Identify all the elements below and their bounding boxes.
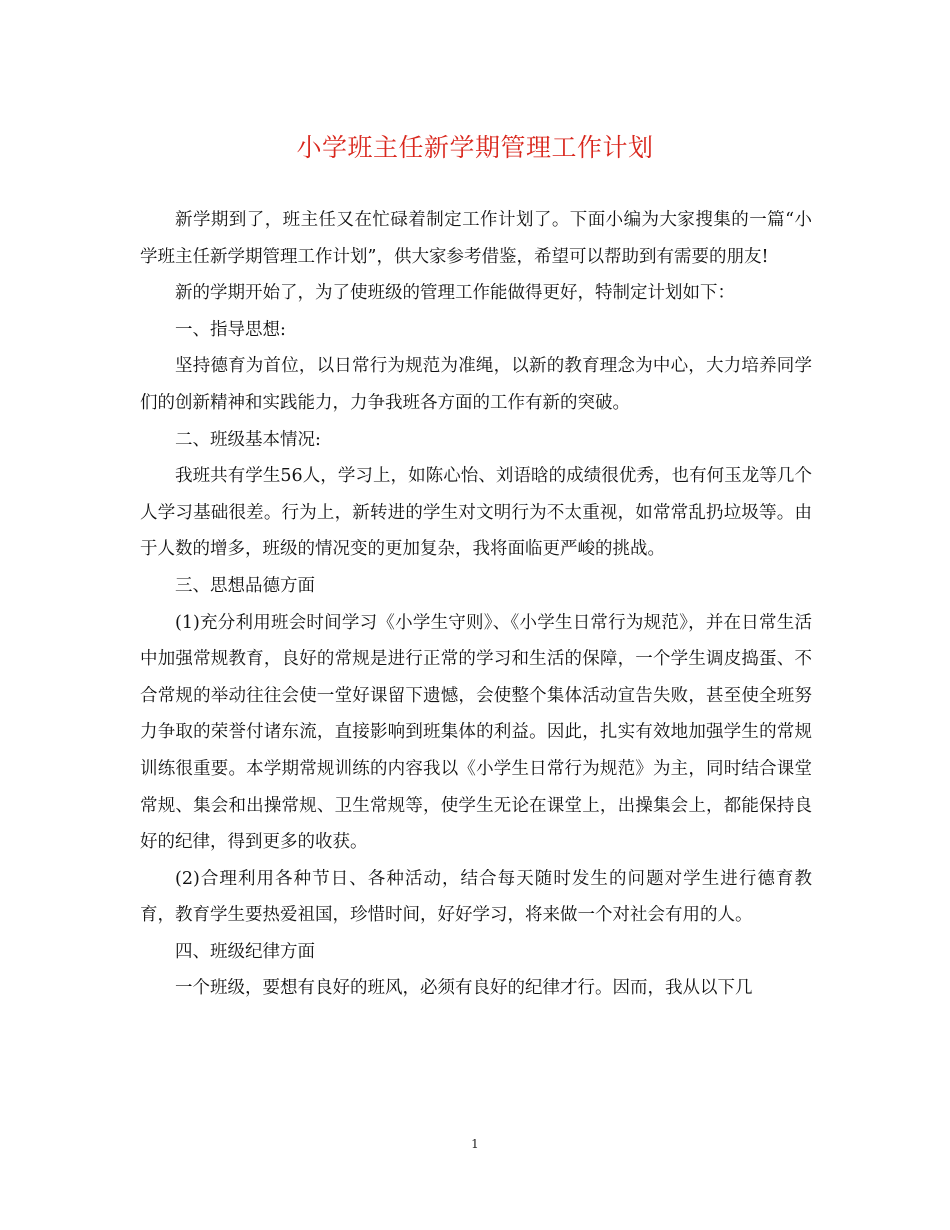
heading-class-discipline: 四、班级纪律方面 <box>175 941 315 962</box>
heading-class-situation: 二、班级基本情况: <box>175 429 321 450</box>
document-body <box>140 202 812 1007</box>
paragraph-purpose: 新的学期开始了，为了使班级的管理工作能做得更好，特制定计划如下： <box>175 283 735 304</box>
paragraph-intro: 新学期到了，班主任又在忙碌着制定工作计划了。下面小编为大家搜集的一篇“小学班主任新学期管理工作计划”，供大家参考借鉴，希望可以帮助到有需要的朋友! <box>140 210 812 267</box>
heading-moral-education: 三、思想品德方面 <box>175 575 315 596</box>
paragraph-class-discipline: 一个班级，要想有良好的班风，必须有良好的纪律才行。因而，我从以下几 <box>175 978 753 999</box>
page-number: 1 <box>471 1137 479 1151</box>
paragraph-guiding-ideas: 坚持德育为首位，以日常行为规范为准绳，以新的教育理念为中心，大力培养同学们的创新精神和实践能力，力争我班各方面的工作有新的突破。 <box>140 356 812 413</box>
page-title: 小学班主任新学期管理工作计划 <box>296 133 654 162</box>
paragraph-moral-education-1: (1)充分利用班会时间学习《小学生守则》、《小学生日常行为规范》，并在日常生活中加强常规教育，良好的常规是进行正常的学习和生活的保障，一个学生调皮捣蛋、不合常规的举动往往会使一堂好课留下遗憾，会使整个集体活动宣告失败，甚至使全班努力争取的荣誉付诸东流，直接影响到班集体的利益。因此，扎实有效地加强学生的常规训练很重要。本学期常规训练的内容我以《小学生日常行为规范》为主，同时结合课堂常规、集会和出操常规、卫生常规等，使学生无论在课堂上，出操集会上，都能保持良好的纪律，得到更多的收获。 <box>140 612 812 853</box>
heading-guiding-ideas: 一、指导思想: <box>175 319 286 340</box>
paragraph-class-situation: 我班共有学生56人，学习上，如陈心怡、刘语晗的成绩很优秀，也有何玉龙等几个人学习基础很差。行为上，新转进的学生对文明行为不太重视，如常常乱扔垃圾等。由于人数的增多，班级的情况变的更加复杂，我将面临更严峻的挑战。 <box>140 466 812 560</box>
paragraph-moral-education-2: (2)合理利用各种节日、各种活动，结合每天随时发生的问题对学生进行德育教育，教育学生要热爱祖国，珍惜时间，好好学习，将来做一个对社会有用的人。 <box>140 868 812 926</box>
